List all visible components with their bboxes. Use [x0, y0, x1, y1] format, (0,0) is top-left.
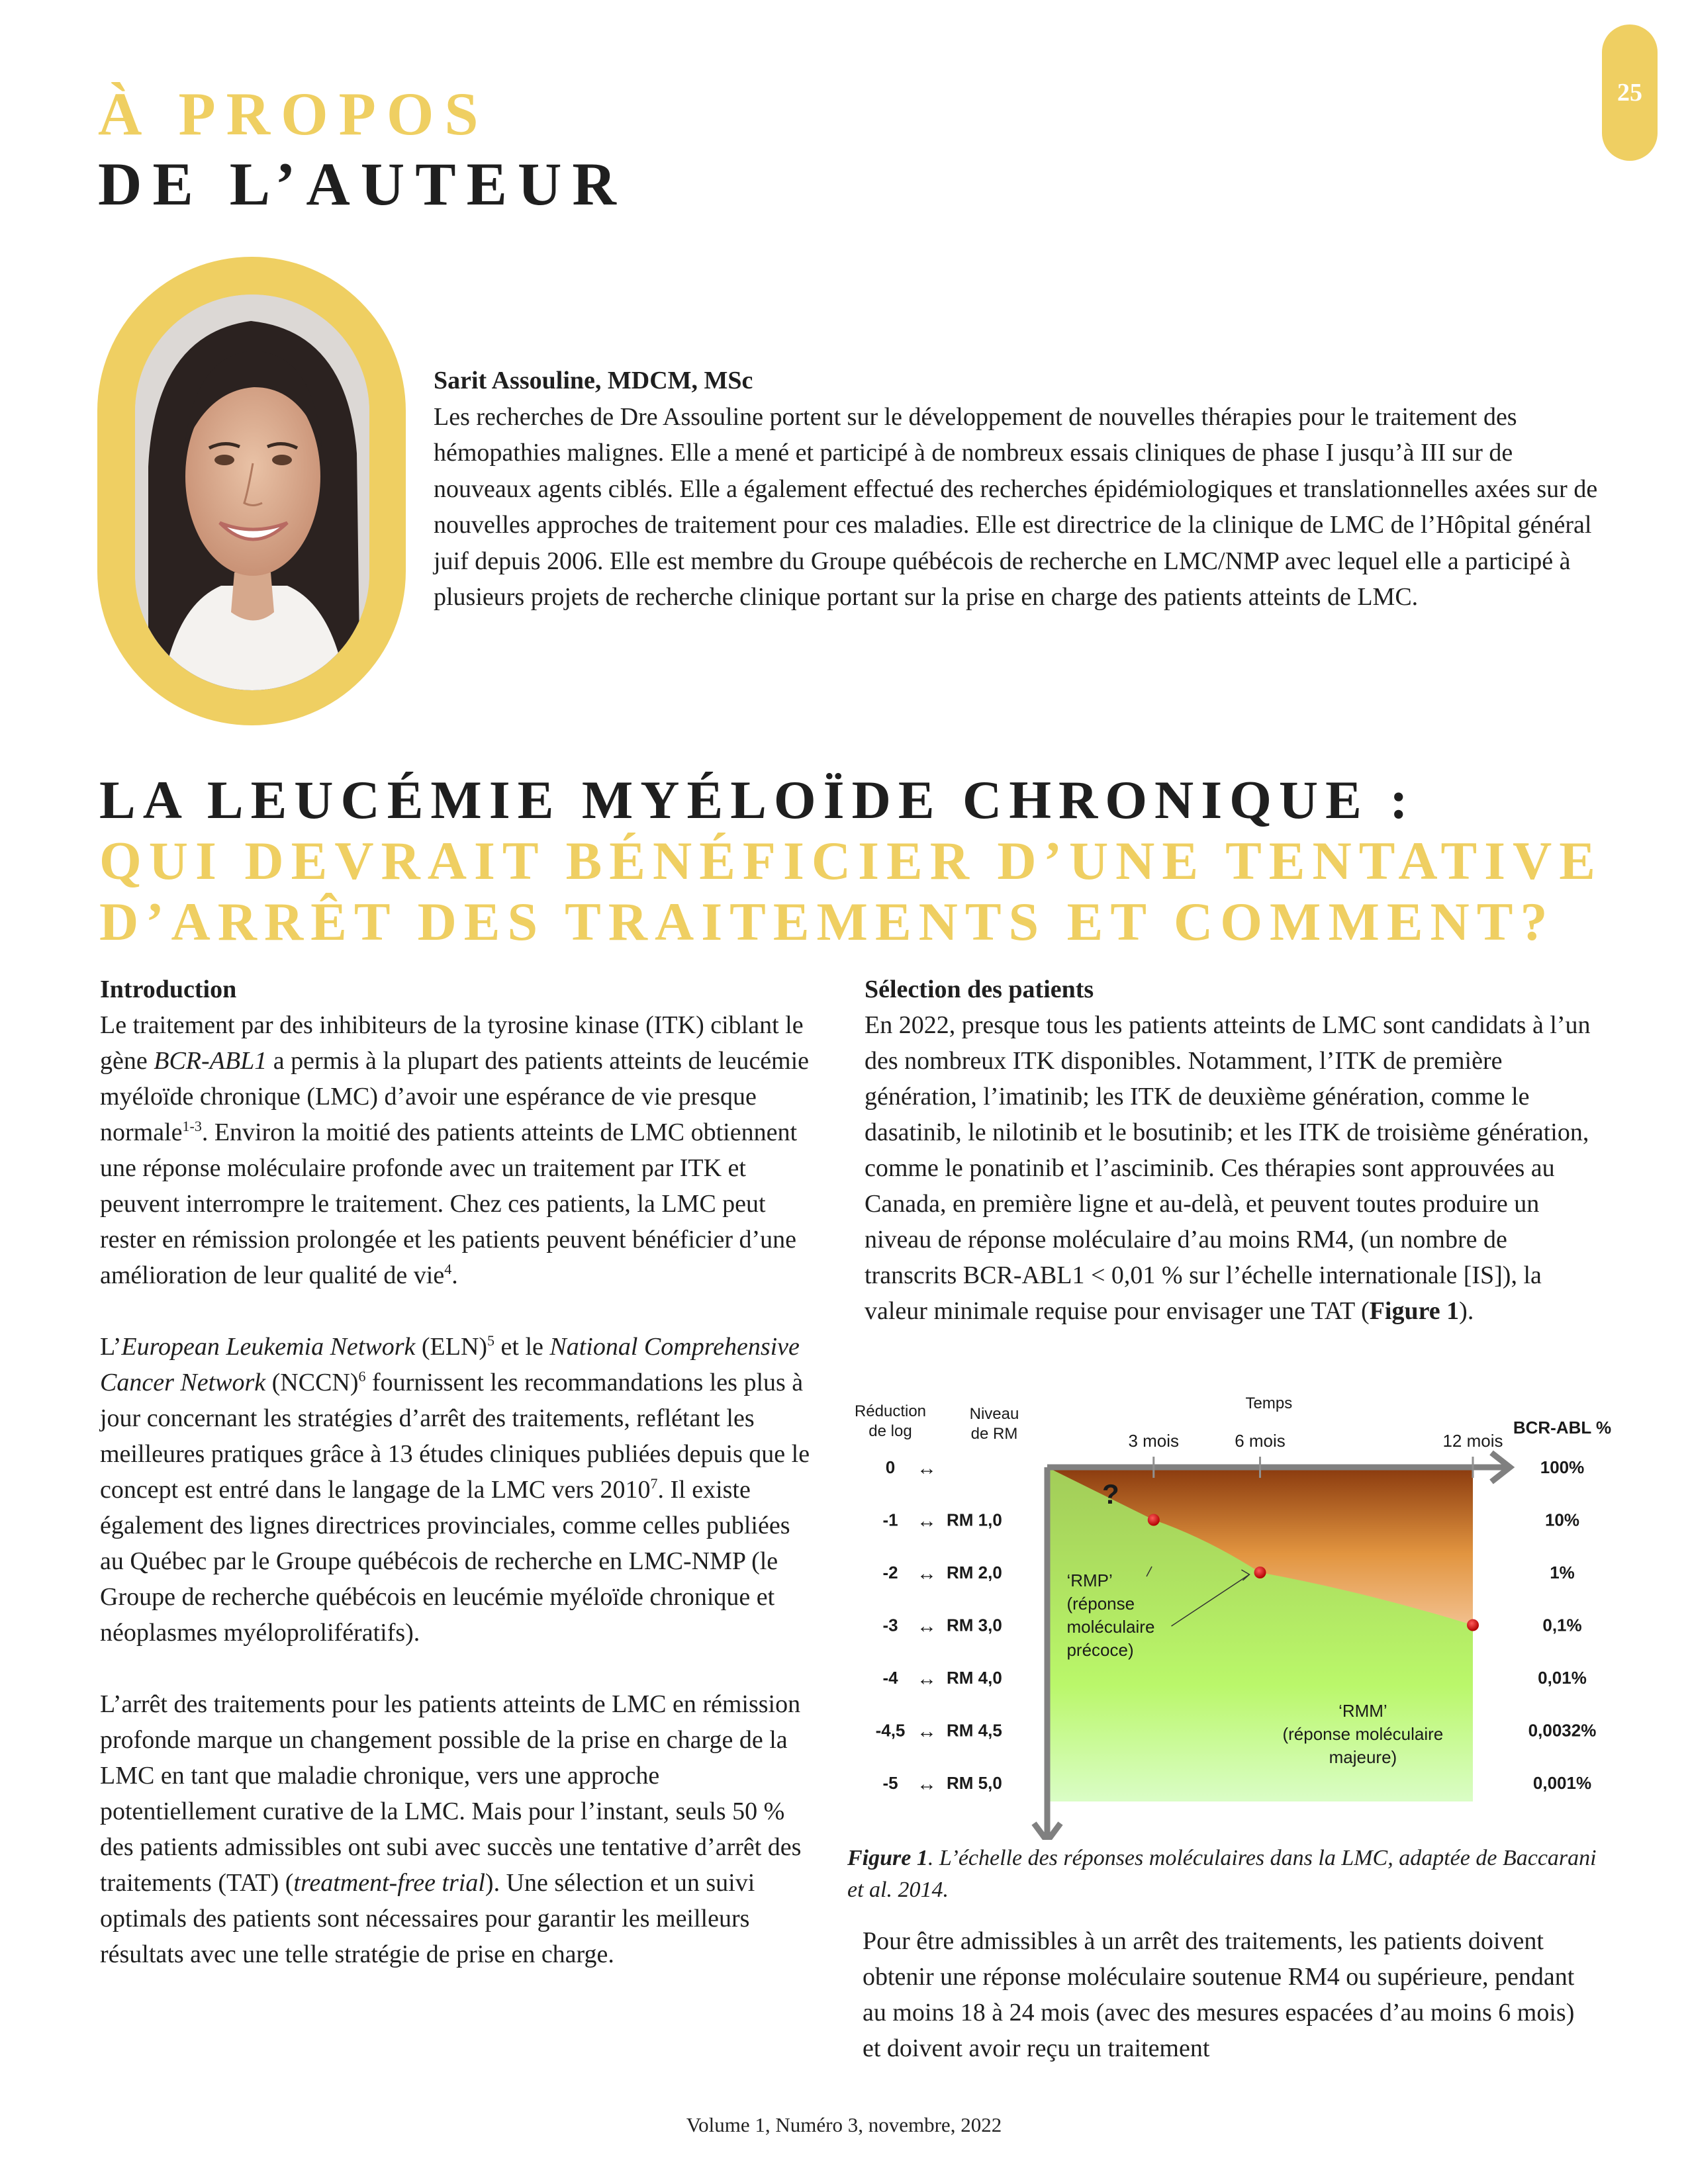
reference-superscript: 1-3: [182, 1118, 202, 1134]
milestone-point: [1148, 1514, 1160, 1526]
double-arrow-icon: ↔: [917, 1773, 937, 1795]
page-number-badge: [1602, 24, 1658, 161]
intro-paragraph-3: [100, 1686, 815, 1972]
figure-reference[interactable]: Figure 1: [1369, 1297, 1460, 1325]
log-reduction-value: -2: [882, 1563, 898, 1582]
bcr-abl-percent: 0,1%: [1542, 1615, 1582, 1635]
rmm-label: ‘RMM’: [1338, 1701, 1387, 1721]
article-title-line-2: QUI DEVRAIT BÉNÉFICIER D’UNE TENTATIVE: [99, 831, 1603, 891]
reference-superscript: 6: [358, 1368, 366, 1385]
double-arrow-icon: ↔: [917, 1615, 937, 1637]
intro-paragraph-1: [100, 1007, 815, 1293]
article-title-line-1: LA LEUCÉMIE MYÉLOÏDE CHRONIQUE :: [99, 770, 1415, 830]
rm-level-value: RM 3,0: [947, 1615, 1002, 1635]
figure-1-molecular-response-scale: [854, 1383, 1615, 1840]
log-reduction-value: 0: [885, 1457, 896, 1477]
right-column: [865, 972, 1599, 1329]
x-axis-title: Temps: [1245, 1394, 1293, 1412]
figure-caption: [847, 1843, 1602, 1906]
rm-level-header: Niveau: [969, 1405, 1019, 1423]
author-name: Sarit Assouline, MDCM, MSc: [434, 367, 753, 394]
bcr-abl-percent: 0,001%: [1532, 1773, 1592, 1793]
log-reduction-value: -1: [882, 1510, 898, 1530]
bcr-abl-percent: 0,01%: [1538, 1668, 1587, 1688]
figure-caption-text: . L’échelle des réponses moléculaires dans la LMC, adaptée de Baccarani et al. 2014.: [847, 1846, 1597, 1902]
reference-superscript: 4: [444, 1261, 452, 1277]
log-reduction-value: -5: [882, 1773, 898, 1793]
rmp-label: (réponse: [1066, 1594, 1135, 1614]
rm-level-header: de RM: [970, 1425, 1018, 1443]
rmp-label: ‘RMP’: [1066, 1570, 1113, 1590]
text-run: L’arrêt des traitements pour les patients atteints de LMC en rémission profonde marque un changement possible de la prise en charge de la LMC en tant que maladie chronique, vers une approche potentiellement curative de la LMC. Mais pour l’instant, seuls 50 % des patients admissibles ont subi avec succès une tentative d’arrêt des traitements (TAT) (: [100, 1690, 802, 1897]
log-reduction-header: de log: [868, 1422, 912, 1440]
rmm-label: majeure): [1329, 1747, 1397, 1767]
rm-level-value: RM 4,5: [947, 1720, 1002, 1741]
text-run: (ELN): [415, 1333, 488, 1361]
article-title-line-3: D’ARRÊT DES TRAITEMENTS ET COMMENT?: [99, 891, 1555, 952]
x-tick-label: 12 mois: [1442, 1431, 1503, 1451]
issue-footer: Volume 1, Numéro 3, novembre, 2022: [686, 2113, 1002, 2136]
text-run: fournissent les recommandations les plus à jour concernant les stratégies d’arrêt des traitements, reflétant les meilleures pratiques grâce à 13 études cliniques publiées depuis que le concept est entré dans le langage de la LMC vers 2010: [100, 1369, 810, 1504]
section-heading-introduction: Introduction: [100, 976, 237, 1003]
intro-paragraph-2: [100, 1329, 815, 1651]
log-reduction-value: -4: [882, 1668, 898, 1688]
question-mark: ?: [1102, 1479, 1119, 1510]
double-arrow-icon: ↔: [917, 1457, 937, 1479]
text-run: a permis à la plupart des patients atteints de leucémie myéloïde chronique (LMC) d’avoir une espérance de vie presque normale: [100, 1047, 810, 1146]
text-run: L’: [100, 1333, 122, 1361]
text-run: En 2022, presque tous les patients atteints de LMC sont candidats à l’un des nombreux ITK disponibles. Notamment, l’ITK de première génération, l’imatinib; les ITK de deuxième génération, comme le dasatinib, le nilotinib et le bosutinib; et les ITK de troisième génération, comme le ponatinib et l’asciminib. Ces thérapies sont approuvées au Canada, en première ligne et au-delà, et peuvent toutes produire un niveau de réponse moléculaire d’au moins RM4, (un nombre de transcrits BCR-ABL1 < 0,01 % sur l’échelle internationale [IS]), la valeur minimale requise pour envisager une TAT (: [865, 1011, 1591, 1325]
gene-name: BCR-ABL1: [154, 1047, 267, 1075]
bcr-abl-percent: 0,0032%: [1528, 1720, 1597, 1741]
rmm-label: (réponse moléculaire: [1282, 1724, 1444, 1744]
text-run: ).: [1459, 1297, 1474, 1325]
log-reduction-value: -4,5: [875, 1720, 906, 1741]
bcr-abl-percent: 100%: [1540, 1457, 1585, 1477]
rm-level-value: RM 2,0: [947, 1563, 1002, 1582]
selection-paragraph-1: [865, 1007, 1599, 1329]
double-arrow-icon: ↔: [917, 1720, 937, 1743]
rm-level-value: RM 1,0: [947, 1510, 1002, 1530]
organization-name: European Leukemia Network: [121, 1333, 416, 1361]
about-heading-line-1: À PROPOS: [98, 80, 489, 148]
selection-paragraph-2: Pour être admissibles à un arrêt des traitements, les patients doivent obtenir une réponse moléculaire soutenue RM4 ou supérieure, pendant au moins 18 à 24 mois (avec des mesures espacées d’au moins 6 mois) et doivent avoir reçu un traitement: [863, 1927, 1575, 2062]
text-run: (NCCN): [265, 1369, 359, 1396]
section-heading-patient-selection: Sélection des patients: [865, 976, 1094, 1003]
about-heading-line-2: DE L’AUTEUR: [98, 150, 627, 218]
reference-superscript: 7: [650, 1475, 658, 1492]
log-reduction-value: -3: [882, 1615, 898, 1635]
bcr-abl-percent: 1%: [1550, 1563, 1575, 1582]
double-arrow-icon: ↔: [917, 1668, 937, 1690]
bcr-abl-header: BCR-ABL %: [1513, 1418, 1612, 1437]
double-arrow-icon: ↔: [917, 1563, 937, 1584]
double-arrow-icon: ↔: [917, 1510, 937, 1532]
text-run: . Environ la moitié des patients atteints de LMC obtiennent une réponse moléculaire profonde avec un traitement par ITK et peuvent interrompre le traitement. Chez ces patients, la LMC peut rester en rémission prolongée et les patients peuvent bénéficier d’une amélioration de leur qualité de vie: [100, 1118, 798, 1289]
article-title: [99, 770, 1622, 952]
log-reduction-header: Réduction: [854, 1402, 927, 1420]
text-run: Le traitement par des inhibiteurs de la tyrosine kinase (ITK) ciblant le gène: [100, 1011, 804, 1075]
rm-level-value: RM 4,0: [947, 1668, 1002, 1688]
left-column: [100, 972, 815, 1972]
page-number: 25: [1617, 79, 1642, 107]
author-bio: [434, 363, 1599, 615]
milestone-point: [1467, 1619, 1479, 1631]
figure-caption-label: Figure 1: [847, 1846, 928, 1870]
author-bio-text: Les recherches de Dre Assouline portent sur le développement de nouvelles thérapies pour le traitement des hémopathies malignes. Elle a mené et participé à de nombreux essais cliniques de phase I jusqu’à III sur de nouveaux agents ciblés. Elle a également effectué des recherches épidémiologiques et translationnelles axées sur de nouvelles approches de traitement pour ces maladies. Elle est directrice de la clinique de LMC de l’Hôpital général juif depuis 2006. Elle est membre du Groupe québécois de recherche en LMC/NMP avec lequel elle a participé à plusieurs projets de recherche clinique portant sur la prise en charge des patients atteints de LMC.: [434, 402, 1598, 611]
x-tick-label: 6 mois: [1235, 1431, 1286, 1451]
rm-level-value: RM 5,0: [947, 1773, 1002, 1793]
reference-superscript: 5: [487, 1332, 495, 1349]
molecular-response-chart: [854, 1383, 1615, 1840]
rmp-label: moléculaire: [1066, 1617, 1155, 1637]
x-tick-label: 3 mois: [1128, 1431, 1180, 1451]
organization-name: National Comprehensive Cancer Network: [100, 1333, 800, 1396]
bcr-abl-percent: 10%: [1544, 1510, 1580, 1530]
text-run: .: [451, 1261, 458, 1289]
rmp-label: précoce): [1066, 1640, 1134, 1660]
text-run: et le: [494, 1333, 550, 1361]
emphasis: treatment-free trial: [293, 1869, 485, 1897]
author-photo: [135, 295, 369, 690]
author-portrait-illustration: [135, 295, 369, 690]
text-run: ). Une sélection et un suivi optimals des patients sont nécessaires pour garantir les meilleurs résultats avec une telle stratégie de prise en charge.: [100, 1869, 755, 1968]
milestone-point: [1254, 1567, 1266, 1578]
text-run: . Il existe également des lignes directrices provinciales, comme celles publiées au Québec par le Groupe québécois de recherche en LMC-NMP (le Groupe de recherche québécois en leucémie myéloïde chronique et néoplasmes myéloprolifératifs).: [100, 1476, 790, 1647]
